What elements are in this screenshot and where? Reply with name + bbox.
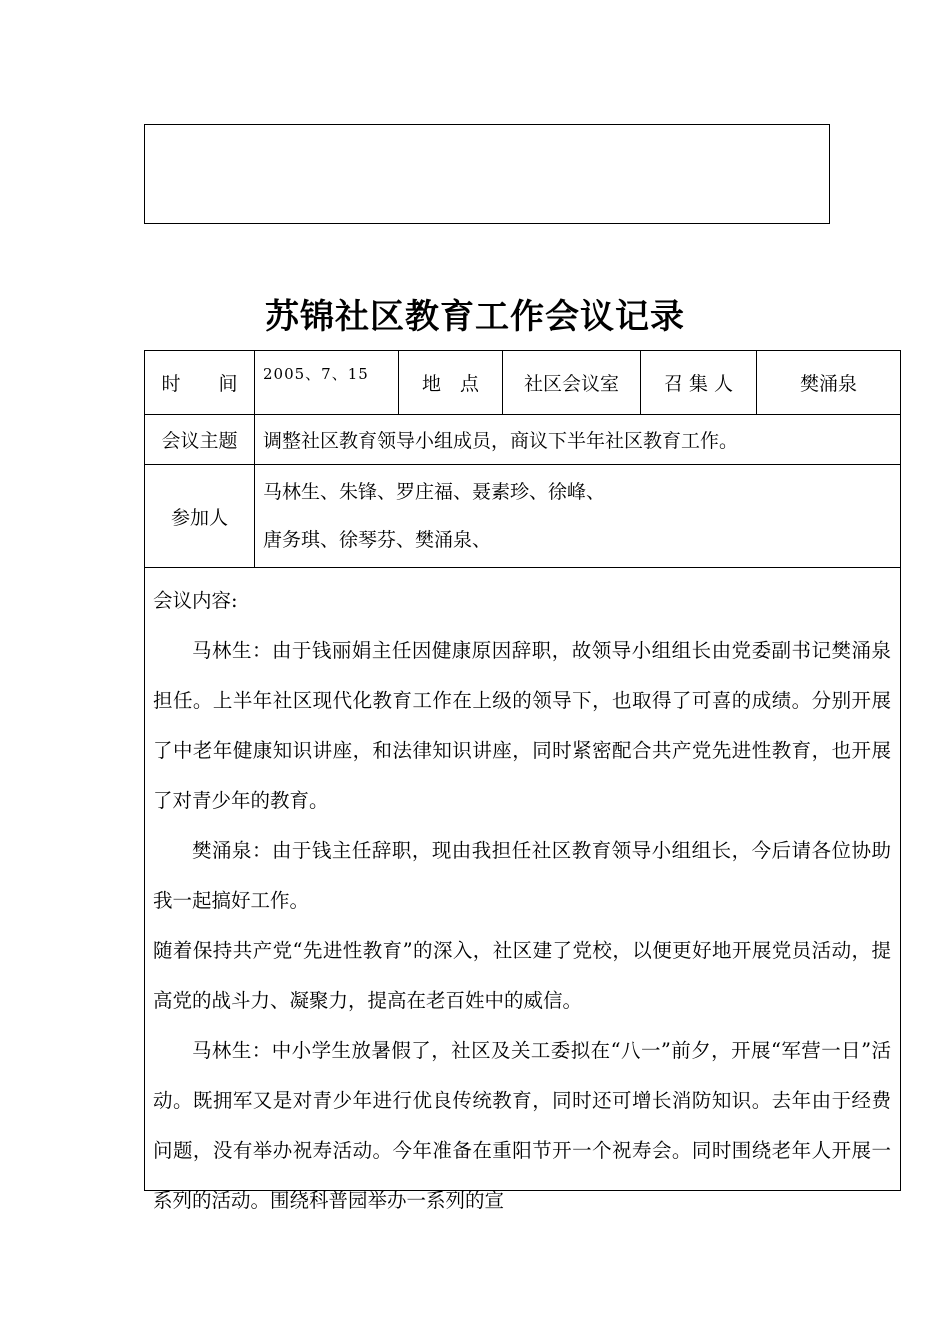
attendees-label: 参加人 xyxy=(145,465,255,568)
document-title: 苏锦社区教育工作会议记录 xyxy=(265,297,685,337)
content-row xyxy=(145,568,901,1191)
attendees-row xyxy=(145,465,901,568)
attendees-list xyxy=(255,465,901,568)
topic-value: 调整社区教育领导小组成员，商议下半年社区教育工作。 xyxy=(255,415,901,465)
meeting-date: 2005、7、15 xyxy=(255,351,399,415)
content-paragraph-3: 随着保持共产党“先进性教育”的深入，社区建了党校，以便更好地开展党员活动，提高党的战斗力、凝聚力，提高在老百姓中的威信。 xyxy=(153,939,891,1012)
place-label: 地 点 xyxy=(399,351,503,415)
attendees-line-1: 马林生、朱锋、罗庄福、聂素珍、徐峰、 xyxy=(263,481,606,503)
content-heading: 会议内容: xyxy=(153,589,238,612)
meeting-record-table xyxy=(144,350,901,1212)
convener-name: 樊涌泉 xyxy=(757,351,901,415)
meeting-place: 社区会议室 xyxy=(503,351,641,415)
topic-row xyxy=(145,415,901,465)
content-paragraph-2: 樊涌泉：由于钱主任辞职，现由我担任社区教育领导小组组长，今后请各位协助我一起搞好工作。 xyxy=(153,839,891,912)
content-paragraph-4: 马林生：中小学生放暑假了，社区及关工委拟在“八一”前夕，开展“军营一日”活动。既拥军又是对青少年进行优良传统教育，同时还可增长消防知识。去年由于经费问题，没有举办祝寿活动。今年准备在重阳节开一个祝寿会。同时围绕老年人开展一系列的活动。围绕科普园举办一系列的宣 xyxy=(153,1039,891,1212)
convener-label: 召 集 人 xyxy=(641,351,757,415)
meeting-content xyxy=(145,568,901,1212)
attendees-line-2: 唐务琪、徐琴芬、樊涌泉、 xyxy=(263,529,492,551)
topic-label: 会议主题 xyxy=(145,415,255,465)
header-row xyxy=(145,351,901,415)
content-paragraph-1: 马林生：由于钱丽娟主任因健康原因辞职，故领导小组组长由党委副书记樊涌泉担任。上半年社区现代化教育工作在上级的领导下，也取得了可喜的成绩。分别开展了中老年健康知识讲座，和法律知识讲座，同时紧密配合共产党先进性教育，也开展了对青少年的教育。 xyxy=(153,639,891,812)
time-label: 时 间 xyxy=(145,351,255,415)
header-blank-box xyxy=(144,124,830,224)
